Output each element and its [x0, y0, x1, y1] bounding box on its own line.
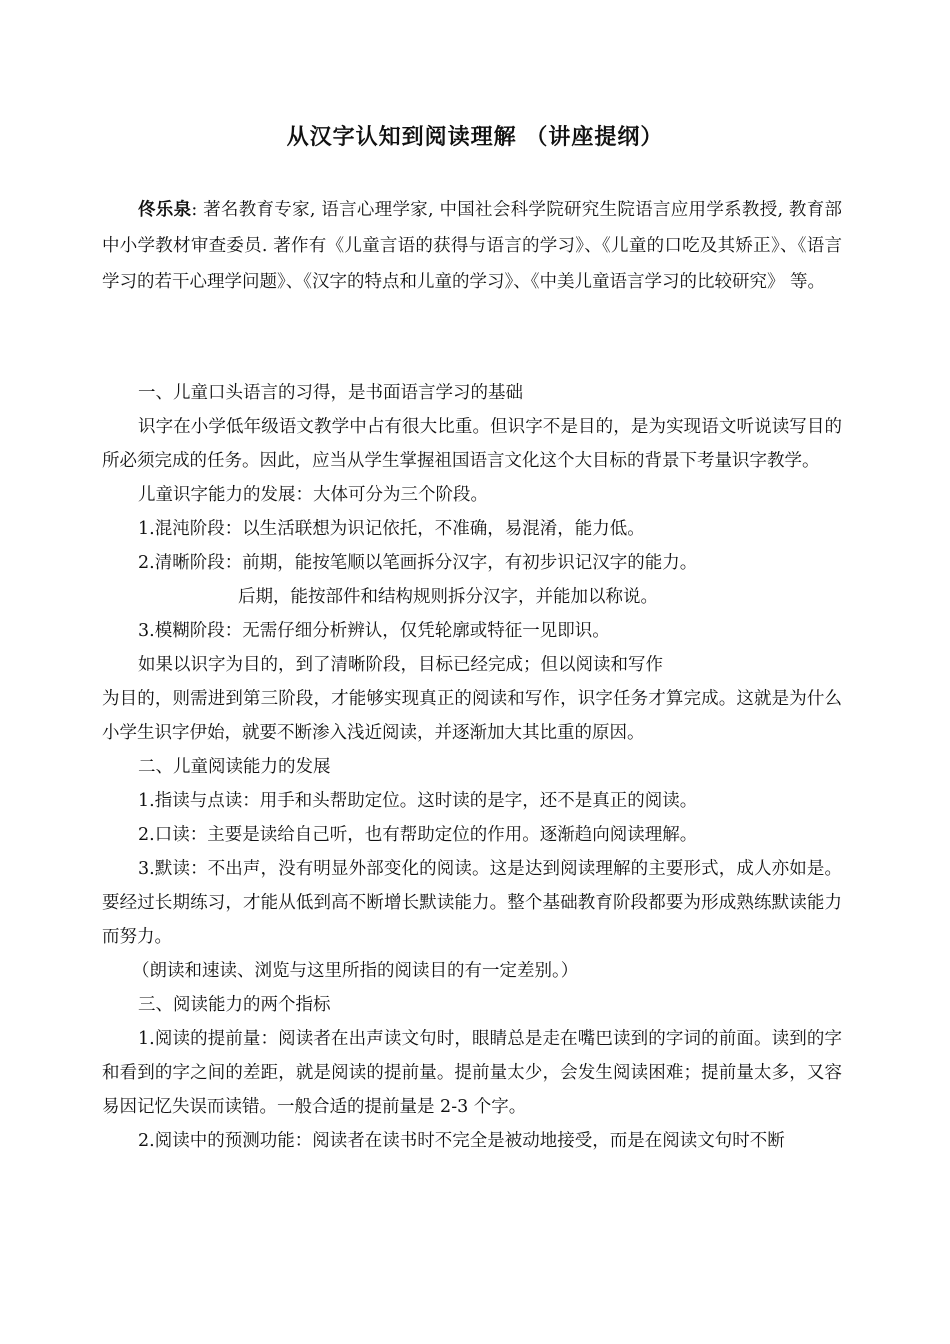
list-item: 3.模糊阶段：无需仔细分析辨认，仅凭轮廓或特征一见即识。	[138, 621, 610, 641]
list-item: 2.阅读中的预测功能：阅读者在读书时不完全是被动地接受，而是在阅读文句时不断	[138, 1131, 785, 1151]
section-heading-1: 一、儿童口头语言的习得，是书面语言学习的基础	[138, 383, 523, 403]
list-item: 1.指读与点读：用手和头帮助定位。这时读的是字，还不是真正的阅读。	[138, 791, 698, 811]
document-title: 从汉字认知到阅读理解 （讲座提纲）	[286, 124, 664, 150]
paragraph: 识字在小学低年级语文教学中占有很大比重。但识字不是目的，是为实现语文听说读写目的所必须完成的任务。因此，应当从学生掌握祖国语言文化这个大目标的背景下考量识字教学。	[102, 417, 842, 471]
paragraph: 儿童识字能力的发展：大体可分为三个阶段。	[138, 485, 488, 505]
author-bio	[102, 192, 842, 300]
author-bio-text: : 著名教育专家, 语言心理学家, 中国社会科学院研究生院语言应用学系教授, 教育部中小学教材审查委员. 著作有《儿童言语的获得与语言的学习》、《儿童的口吃及其矫正》、《语言学习的若干心理学问题》、《汉字的特点和儿童的学习》、《中美儿童语言学习的比较研究》 等。	[102, 200, 842, 292]
list-item: 2.口读：主要是读给自己听，也有帮助定位的作用。逐渐趋向阅读理解。	[138, 825, 698, 845]
paragraph: 为目的，则需进到第三阶段，才能够实现真正的阅读和写作，识字任务才算完成。这就是为什么小学生识字伊始，就要不断渗入浅近阅读，并逐渐加大其比重的原因。	[102, 689, 842, 743]
list-item: 1.阅读的提前量：阅读者在出声读文句时，眼睛总是走在嘴巴读到的字词的前面。读到的字和看到的字之间的差距，就是阅读的提前量。提前量太少，会发生阅读困难；提前量太多，又容易因记忆失误而读错。一般合适的提前量是 2-3 个字。	[102, 1029, 842, 1117]
section-heading-2: 二、儿童阅读能力的发展	[138, 757, 331, 777]
note: （朗读和速读、浏览与这里所指的阅读目的有一定差别。）	[132, 961, 579, 981]
list-item: 2.清晰阶段：前期，能按笔顺以笔画拆分汉字，有初步识记汉字的能力。	[138, 553, 698, 573]
document-body	[102, 376, 842, 1158]
author-name: 佟乐泉	[138, 200, 192, 220]
section-heading-3: 三、阅读能力的两个指标	[138, 995, 331, 1015]
list-item: 1.混沌阶段：以生活联想为识记依托，不准确，易混淆，能力低。	[138, 519, 645, 539]
list-item: 3.默读：不出声，没有明显外部变化的阅读。这是达到阅读理解的主要形式，成人亦如是。要经过长期练习，才能从低到高不断增长默读能力。整个基础教育阶段都要为形成熟练默读能力而努力。	[102, 859, 842, 947]
paragraph: 如果以识字为目的，到了清晰阶段，目标已经完成；但以阅读和写作	[138, 655, 663, 675]
list-item-continuation: 后期，能按部件和结构规则拆分汉字，并能加以称说。	[238, 587, 658, 607]
